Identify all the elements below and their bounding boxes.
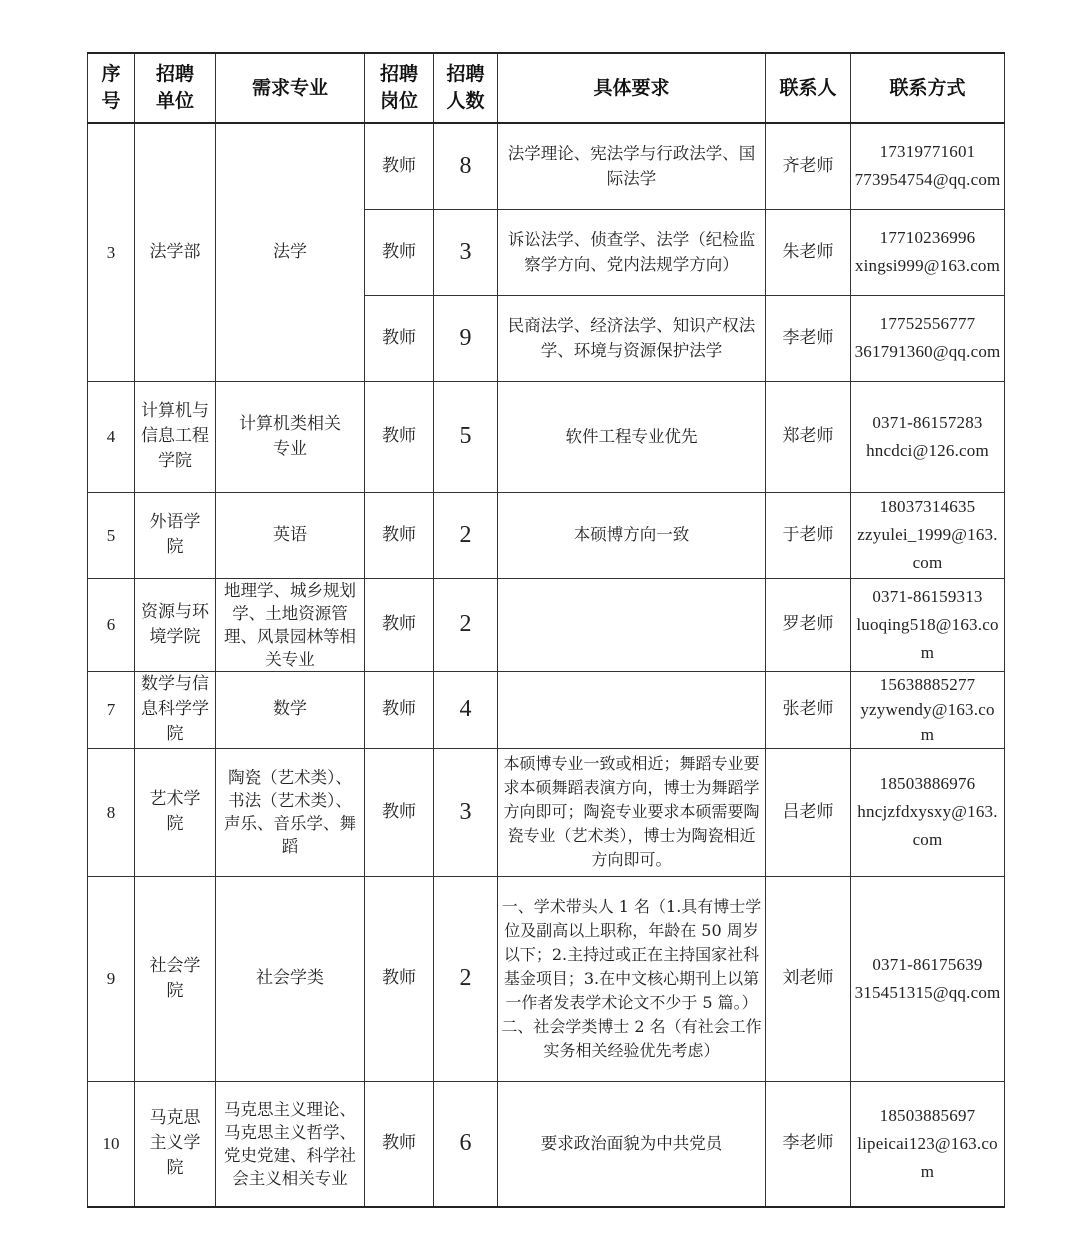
row-unit: 社会学院 [135,876,216,1081]
contact-email: xingsi999@163.com [854,256,1001,275]
table-row [88,381,1005,492]
row-contact-info [851,381,1005,492]
row-contact-person: 于老师 [766,492,851,578]
contact-phone: 0371-86175639 [872,954,983,974]
row-unit: 资源与环境学院 [135,578,216,671]
row-requirements: 本硕博方向一致 [498,492,766,578]
row-seq: 6 [88,578,135,671]
row-contact-info [851,492,1005,578]
contact-phone: 0371-86157283 [872,412,983,432]
row-post: 教师 [365,671,434,748]
table-row [88,748,1005,876]
row-contact-info [851,295,1005,381]
row-seq: 4 [88,381,135,492]
row-seq: 7 [88,671,135,748]
row-contact-info [851,123,1005,209]
row-seq: 5 [88,492,135,578]
row-contact-person: 吕老师 [766,748,851,876]
contact-phone: 17319771601 [879,142,976,162]
row-unit: 艺术学院 [135,748,216,876]
row-major: 法学 [216,123,365,381]
contact-email: 773954754@qq.com [854,170,1001,190]
header-unit: 招聘 单位 [135,53,216,123]
contact-email: hncdci@126.com [866,440,989,460]
header-requirements: 具体要求 [498,53,766,123]
row-count: 2 [434,492,498,578]
row-post: 教师 [365,1081,434,1207]
row-unit: 马克思主义学院 [135,1081,216,1207]
table-row [88,1081,1005,1207]
row-major: 陶瓷（艺术类）、书法（艺术类）、声乐、音乐学、舞蹈 [216,748,365,876]
table-row [88,876,1005,1081]
row-requirements: 诉讼法学、侦查学、法学（纪检监察学方向、党内法规学方向） [498,209,766,295]
contact-phone: 18037314635 [879,497,976,516]
contact-email: lipeicai123@163.com [857,1133,998,1181]
row-contact-info [851,748,1005,876]
header-contact-info: 联系方式 [851,53,1005,123]
row-contact-person: 李老师 [766,295,851,381]
row-contact-person: 刘老师 [766,876,851,1081]
row-requirements: 一、学术带头人 1 名（1.具有博士学位及副高以上职称，年龄在 50 周岁以下；2.主持过或正在主持国家社科基金项目；3.在中文核心期刊上以第一作者发表学术论文不少于 5 篇。）二、社会学类博士 2 名（有社会工作实务相关经验优先考虑） [498,876,766,1081]
contact-phone: 17752556777 [879,314,976,333]
row-major: 计算机类相关专业 [216,381,365,492]
row-major: 社会学类 [216,876,365,1081]
row-count: 2 [434,578,498,671]
contact-email: 361791360@qq.com [854,342,1001,361]
header-count: 招聘 人数 [434,53,498,123]
row-post: 教师 [365,209,434,295]
contact-phone: 0371-86159313 [872,586,983,606]
row-count: 4 [434,671,498,748]
row-post: 教师 [365,492,434,578]
row-post: 教师 [365,578,434,671]
row-contact-person: 罗老师 [766,578,851,671]
row-unit: 法学部 [135,123,216,381]
row-unit: 外语学院 [135,492,216,578]
row-contact-person: 郑老师 [766,381,851,492]
contact-phone: 15638885277 [879,675,976,694]
row-requirements: 要求政治面貌为中共党员 [498,1081,766,1207]
row-requirements: 法学理论、宪法学与行政法学、国际法学 [498,123,766,209]
row-contact-person: 朱老师 [766,209,851,295]
row-seq: 10 [88,1081,135,1207]
row-unit: 数学与信息科学学院 [135,671,216,748]
table-row [88,578,1005,671]
row-unit: 计算机与信息工程学院 [135,381,216,492]
row-major: 英语 [216,492,365,578]
header-seq: 序 号 [88,53,135,123]
row-post: 教师 [365,123,434,209]
row-count: 8 [434,123,498,209]
row-contact-person: 李老师 [766,1081,851,1207]
contact-email: 315451315@qq.com [854,982,1001,1002]
contact-phone: 17710236996 [879,228,976,247]
recruitment-table [87,52,1005,1208]
row-requirements [498,671,766,748]
row-contact-info [851,876,1005,1081]
contact-email: luoqing518@163.com [856,614,999,662]
table-row [88,492,1005,578]
row-count: 3 [434,209,498,295]
header-major: 需求专业 [216,53,365,123]
table-header-row [88,53,1005,123]
row-requirements: 本硕博专业一致或相近；舞蹈专业要求本硕舞蹈表演方向，博士为舞蹈学方向即可；陶瓷专业要求本硕需要陶瓷专业（艺术类），博士为陶瓷相近方向即可。 [498,748,766,876]
row-contact-info [851,1081,1005,1207]
row-count: 2 [434,876,498,1081]
table-row [88,123,1005,209]
row-contact-info [851,209,1005,295]
header-post: 招聘 岗位 [365,53,434,123]
row-contact-person: 齐老师 [766,123,851,209]
row-post: 教师 [365,876,434,1081]
row-count: 9 [434,295,498,381]
row-count: 3 [434,748,498,876]
row-contact-info [851,671,1005,748]
contact-phone: 18503885697 [879,1105,976,1125]
row-count: 6 [434,1081,498,1207]
table-row [88,671,1005,748]
row-post: 教师 [365,295,434,381]
row-seq: 8 [88,748,135,876]
row-count: 5 [434,381,498,492]
row-requirements: 软件工程专业优先 [498,381,766,492]
row-post: 教师 [365,381,434,492]
row-requirements [498,578,766,671]
row-seq: 3 [88,123,135,381]
row-seq: 9 [88,876,135,1081]
row-major: 数学 [216,671,365,748]
contact-email: hncjzfdxysxy@163.com [857,802,998,849]
row-contact-person: 张老师 [766,671,851,748]
contact-phone: 18503886976 [879,774,976,793]
contact-email: yzywendy@163.com [860,700,995,744]
row-major: 马克思主义理论、马克思主义哲学、党史党建、科学社会主义相关专业 [216,1081,365,1207]
row-contact-info [851,578,1005,671]
row-major: 地理学、城乡规划学、土地资源管理、风景园林等相关专业 [216,578,365,671]
row-post: 教师 [365,748,434,876]
row-requirements: 民商法学、经济法学、知识产权法学、环境与资源保护法学 [498,295,766,381]
header-contact-person: 联系人 [766,53,851,123]
contact-email: zzyulei_1999@163.com [857,525,998,572]
